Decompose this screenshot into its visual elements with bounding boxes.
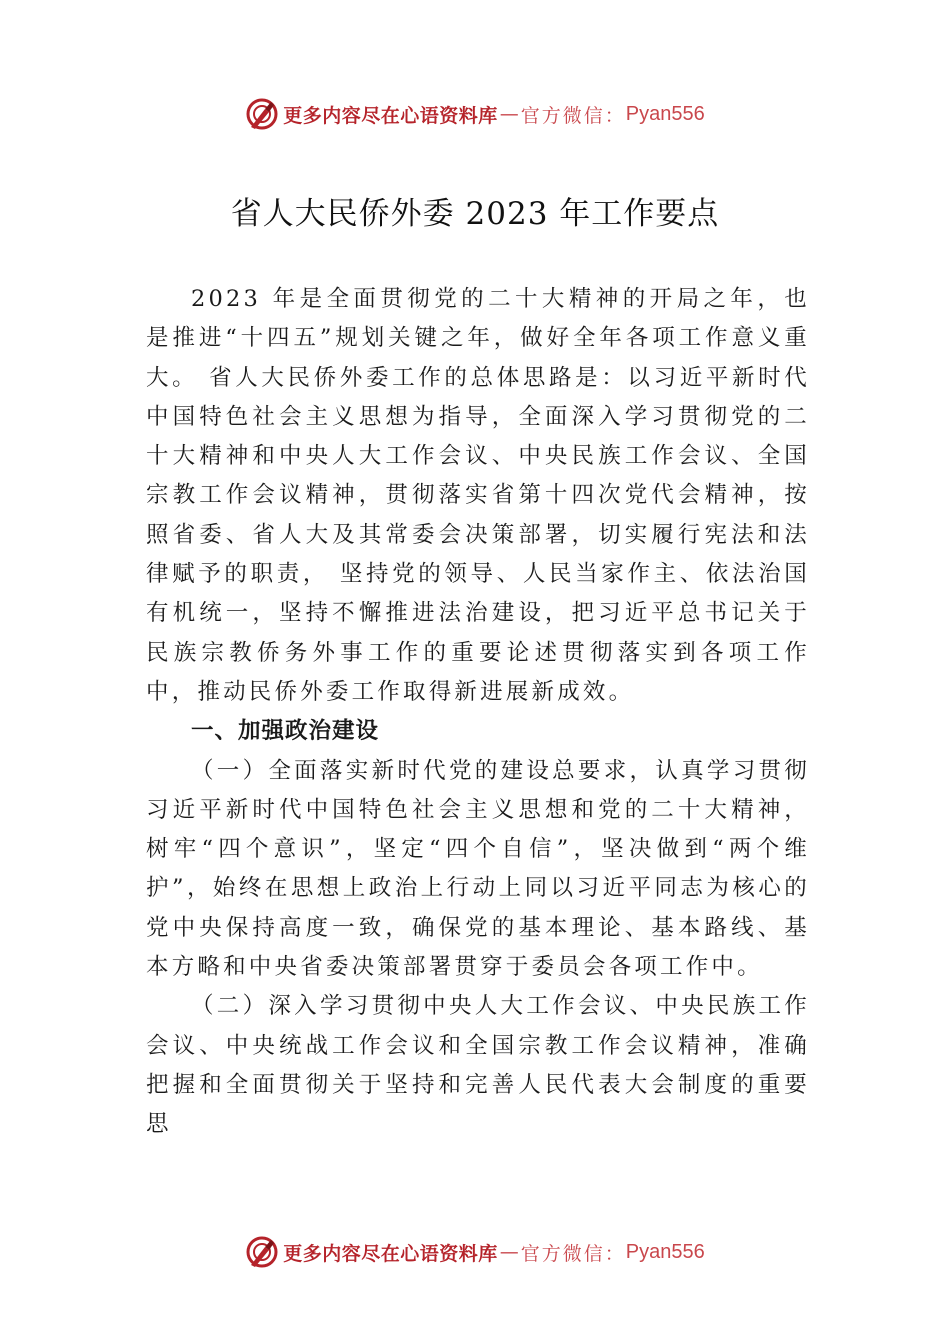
watermark-brand-text: 更多内容尽在心语资料库 bbox=[283, 104, 498, 127]
watermark-dash: — bbox=[499, 103, 519, 125]
section-heading: 一、加强政治建设 bbox=[191, 718, 380, 745]
watermark-wechat-label: 官方微信： bbox=[520, 1242, 626, 1265]
header-watermark-banner bbox=[0, 92, 950, 136]
pen-logo-icon bbox=[245, 1235, 279, 1269]
item-paragraph-2: （二）深入学习贯彻中央人大工作会议、中央民族工作会议、中央统战工作会议和全国宗教工作会议精神，准确把握和全面贯彻关于坚持和完善人民代表大会制度的重要思 bbox=[146, 993, 810, 1138]
footer-watermark-banner bbox=[0, 1230, 950, 1274]
watermark-wechat-label: 官方微信： bbox=[520, 104, 626, 127]
watermark-brand-text: 更多内容尽在心语资料库 bbox=[283, 1242, 498, 1265]
watermark-wechat-id: Pyan556 bbox=[625, 102, 705, 125]
document-title: 省人大民侨外委 2023 年工作要点 bbox=[230, 196, 720, 232]
pen-logo-icon bbox=[245, 97, 279, 131]
watermark-dash: — bbox=[499, 1241, 519, 1263]
intro-paragraph: 2023 年是全面贯彻党的二十大精神的开局之年，也是推进“十四五”规划关键之年，做好全年各项工作意义重大。 省人大民侨外委工作的总体思路是：以习近平新时代中国特色社会主义思想为指导，全面深入学习贯彻党的二十大精神和中央人大工作会议、中央民族工作会议、全国宗教工作会议精神，贯彻落实省第十四次党代会精神，按照省委、省人大及其常委会决策部署，切实履行宪法和法律赋予的职责， 坚持党的领导、人民当家作主、依法治国有机统一，坚持不懈推进法治建设，把习近平总书记关于民族宗教侨务外事工作的重要论述贯彻落实到各项工作中，推动民侨外委工作取得新进展新成效。 bbox=[146, 286, 810, 705]
document-body bbox=[146, 280, 810, 1145]
watermark-wechat-id: Pyan556 bbox=[625, 1240, 705, 1263]
item-paragraph-1: （一）全面落实新时代党的建设总要求，认真学习贯彻习近平新时代中国特色社会主义思想和党的二十大精神，树牢“四个意识”，坚定“四个自信”，坚决做到“两个维护”，始终在思想上政治上行动上同以习近平同志为核心的党中央保持高度一致，确保党的基本理论、基本路线、基本方略和中央省委决策部署贯穿于委员会各项工作中。 bbox=[146, 757, 810, 981]
